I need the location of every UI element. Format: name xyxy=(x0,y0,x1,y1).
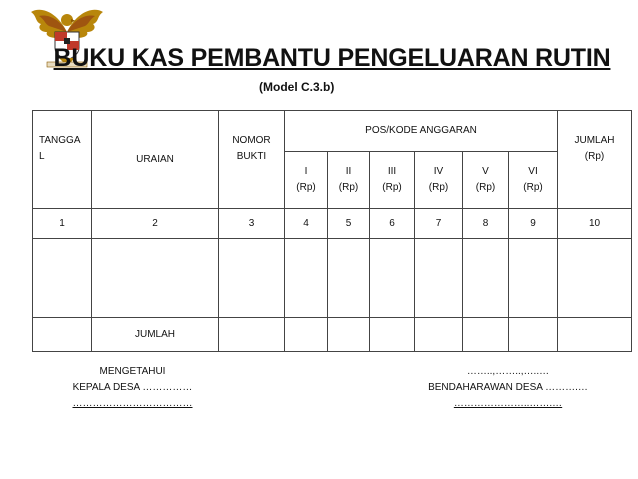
signature-right-line: …………………..…….… xyxy=(453,398,563,409)
entry-cell[interactable] xyxy=(92,239,219,318)
header-jumlah: JUMLAH (Rp) xyxy=(558,111,632,209)
total-cell xyxy=(219,318,285,352)
ledger-table xyxy=(32,110,632,352)
column-number: 2 xyxy=(92,209,219,239)
signature-left-line: ……………………………… xyxy=(72,398,193,409)
column-number: 1 xyxy=(33,209,92,239)
column-number: 9 xyxy=(509,209,558,239)
total-cell xyxy=(415,318,463,352)
total-cell xyxy=(328,318,370,352)
header-nomor-bukti: NOMOR BUKTI xyxy=(219,111,285,209)
signature-right-date: ……..,……..,…..… xyxy=(466,366,550,377)
total-cell xyxy=(33,318,92,352)
column-number: 6 xyxy=(370,209,415,239)
entry-cell[interactable] xyxy=(370,239,415,318)
signature-right-title: BENDAHARAWAN DESA ……….… xyxy=(428,382,588,393)
entry-row xyxy=(33,239,632,318)
column-number-row xyxy=(33,209,632,239)
header-pos-kode-anggaran: POS/KODE ANGGARAN xyxy=(285,111,558,152)
entry-cell[interactable] xyxy=(558,239,632,318)
entry-cell[interactable] xyxy=(509,239,558,318)
pos-column-header: V (Rp) xyxy=(463,152,509,209)
total-cell xyxy=(370,318,415,352)
total-cell xyxy=(285,318,328,352)
total-row-label: JUMLAH xyxy=(92,318,219,352)
total-row xyxy=(33,318,632,352)
entry-cell[interactable] xyxy=(415,239,463,318)
column-number: 4 xyxy=(285,209,328,239)
column-number: 3 xyxy=(219,209,285,239)
page-title: BUKU KAS PEMBANTU PENGELUARAN RUTIN xyxy=(53,44,611,72)
column-number: 5 xyxy=(328,209,370,239)
pos-column-header: III (Rp) xyxy=(370,152,415,209)
entry-cell[interactable] xyxy=(33,239,92,318)
signature-left-title: KEPALA DESA …………… xyxy=(72,382,193,393)
pos-column-header: I (Rp) xyxy=(285,152,328,209)
header-tanggal: TANGGA L xyxy=(33,111,92,209)
total-cell xyxy=(509,318,558,352)
column-number: 10 xyxy=(558,209,632,239)
column-number: 7 xyxy=(415,209,463,239)
total-cell xyxy=(463,318,509,352)
pos-column-header: IV (Rp) xyxy=(415,152,463,209)
entry-cell[interactable] xyxy=(219,239,285,318)
header-uraian: URAIAN xyxy=(92,111,219,209)
signature-left-heading: MENGETAHUI xyxy=(99,366,166,377)
entry-cell[interactable] xyxy=(463,239,509,318)
pos-column-header: II (Rp) xyxy=(328,152,370,209)
total-cell xyxy=(558,318,632,352)
signature-right xyxy=(418,364,598,412)
column-number: 8 xyxy=(463,209,509,239)
entry-cell[interactable] xyxy=(328,239,370,318)
entry-cell[interactable] xyxy=(285,239,328,318)
header-row xyxy=(33,111,632,152)
pos-column-header: VI (Rp) xyxy=(509,152,558,209)
model-subtitle: (Model C.3.b) xyxy=(259,80,335,94)
signature-left xyxy=(60,364,205,412)
